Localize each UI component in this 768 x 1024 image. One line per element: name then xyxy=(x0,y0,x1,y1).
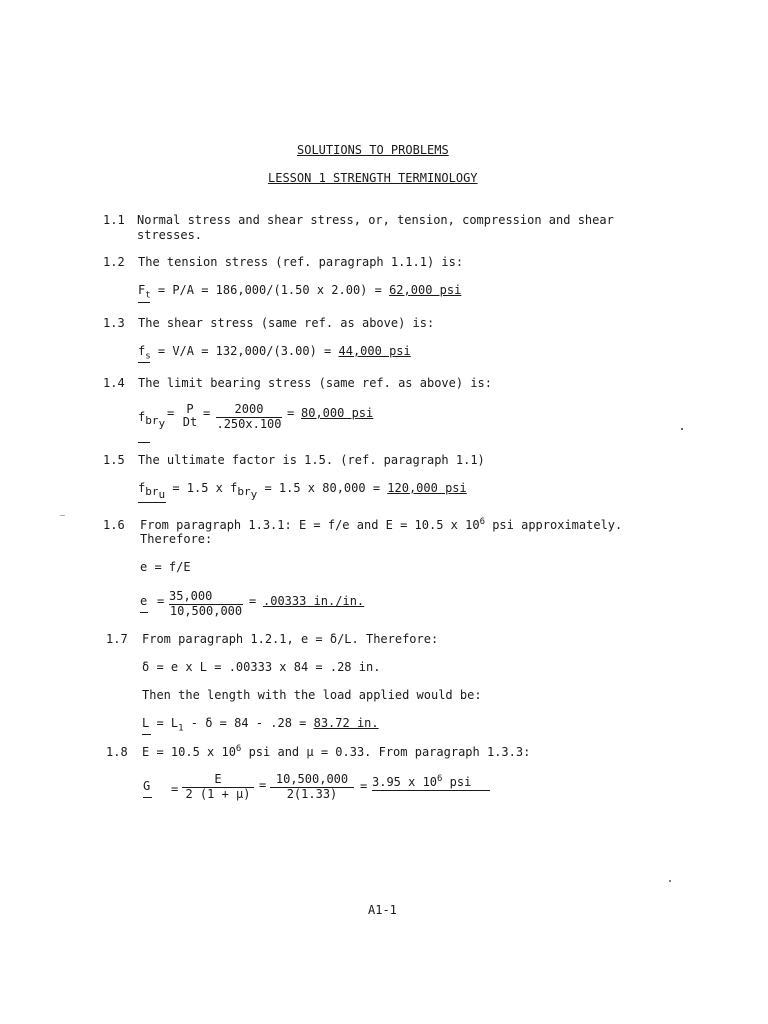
equals-sign: = xyxy=(203,406,211,420)
symbol-underline xyxy=(138,442,150,443)
equation xyxy=(138,283,462,301)
symbol: f xyxy=(138,344,146,358)
item-number: 1.1 xyxy=(103,213,125,227)
page-title: SOLUTIONS TO PROBLEMS xyxy=(297,143,449,157)
result: 62,000 psi xyxy=(389,283,462,297)
item-number: 1.8 xyxy=(106,745,128,759)
item-text: The shear stress (same ref. as above) is: xyxy=(138,316,435,330)
symbol-underline xyxy=(140,612,148,613)
result: 83.72 in. xyxy=(313,716,379,730)
equation: $f_{br_u} = 1.5$ x $f_{br_y} = 1.5$ x 80,000 = 120,000 psi xyxy=(138,481,467,502)
result-underline xyxy=(372,790,490,791)
item-text: From paragraph 1.3.1: E = f/e and E = 10.5 x $10^6$ psi approximately. xyxy=(140,517,623,532)
symbol: $f_{br_y}$ xyxy=(138,410,166,431)
equation-body: = V/A = 132,000/(3.00) = xyxy=(150,344,339,358)
item-text: The limit bearing stress (same ref. as above) is: xyxy=(138,376,493,390)
page-number: A1-1 xyxy=(368,903,397,917)
equation: δ = e x L = .00333 x 84 = .28 in. xyxy=(142,660,381,674)
equation xyxy=(138,344,411,362)
item-number: 1.5 xyxy=(103,453,125,467)
symbol-underline xyxy=(142,734,151,735)
symbol: e xyxy=(140,594,148,608)
equation: e = f/E xyxy=(140,560,191,574)
symbol: G xyxy=(143,779,151,793)
item-text: The ultimate factor is 1.5. (ref. paragraph 1.1) xyxy=(138,453,485,467)
equals-sign: = xyxy=(360,779,368,793)
equals-sign: = xyxy=(167,406,175,420)
item-number: 1.4 xyxy=(103,376,125,390)
subscript: s xyxy=(145,351,151,362)
item-text: E = 10.5 x $10^6$ psi and μ = 0.33. From paragraph 1.3.3: xyxy=(142,744,531,759)
equals-sign: = xyxy=(249,594,257,608)
equals-sign: = xyxy=(171,782,179,796)
item-number: 1.3 xyxy=(103,316,125,330)
scan-speck xyxy=(60,515,65,516)
fraction-numeric: 10,500,000 2(1.33) xyxy=(270,773,354,800)
result: .00333 in./in. xyxy=(263,594,365,608)
equals-sign: = xyxy=(157,594,165,608)
item-number: 1.6 xyxy=(103,518,125,532)
fraction-strain: 35,000 10,500,000 xyxy=(169,589,243,618)
result: 3.95 x $10^6$ psi xyxy=(372,774,472,789)
symbol-underline xyxy=(143,797,152,798)
page-subtitle: LESSON 1 STRENGTH TERMINOLOGY xyxy=(268,171,478,185)
equation: $L = L_1 - \delta = 84 - .28 = 83.72$ in. xyxy=(142,716,379,734)
equation-body: = P/A = 186,000/(1.50 x 2.00) = xyxy=(150,283,390,297)
item-text: Then the length with the load applied would be: xyxy=(142,688,482,702)
item-number: 1.7 xyxy=(106,632,128,646)
item-text: From paragraph 1.2.1, e = δ/L. Therefore: xyxy=(142,632,439,646)
result: 44,000 psi xyxy=(338,344,411,358)
symbol: F xyxy=(138,283,146,297)
symbol-underline xyxy=(138,502,166,503)
result: 120,000 psi xyxy=(387,481,467,495)
item-text: stresses. xyxy=(137,228,203,242)
equals-sign: = xyxy=(259,778,267,792)
equals-sign: = xyxy=(287,406,295,420)
item-text: Normal stress and shear stress, or, tension, compression and shear xyxy=(137,213,614,227)
symbol-underline xyxy=(138,302,150,303)
subscript: t xyxy=(145,290,151,301)
fraction-e-over-2-1-mu: E 2 (1 + μ) xyxy=(182,773,254,800)
item-number: 1.2 xyxy=(103,255,125,269)
fraction-p-over-dt: P Dt xyxy=(182,402,198,429)
item-text: The tension stress (ref. paragraph 1.1.1) is: xyxy=(138,255,464,269)
result: 80,000 psi xyxy=(301,406,374,420)
item-text: Therefore: xyxy=(140,532,213,546)
fraction-2000: 2000 .250x.100 xyxy=(216,402,282,431)
scan-speck xyxy=(669,880,671,882)
symbol-underline xyxy=(138,362,150,363)
scan-speck xyxy=(681,428,683,430)
